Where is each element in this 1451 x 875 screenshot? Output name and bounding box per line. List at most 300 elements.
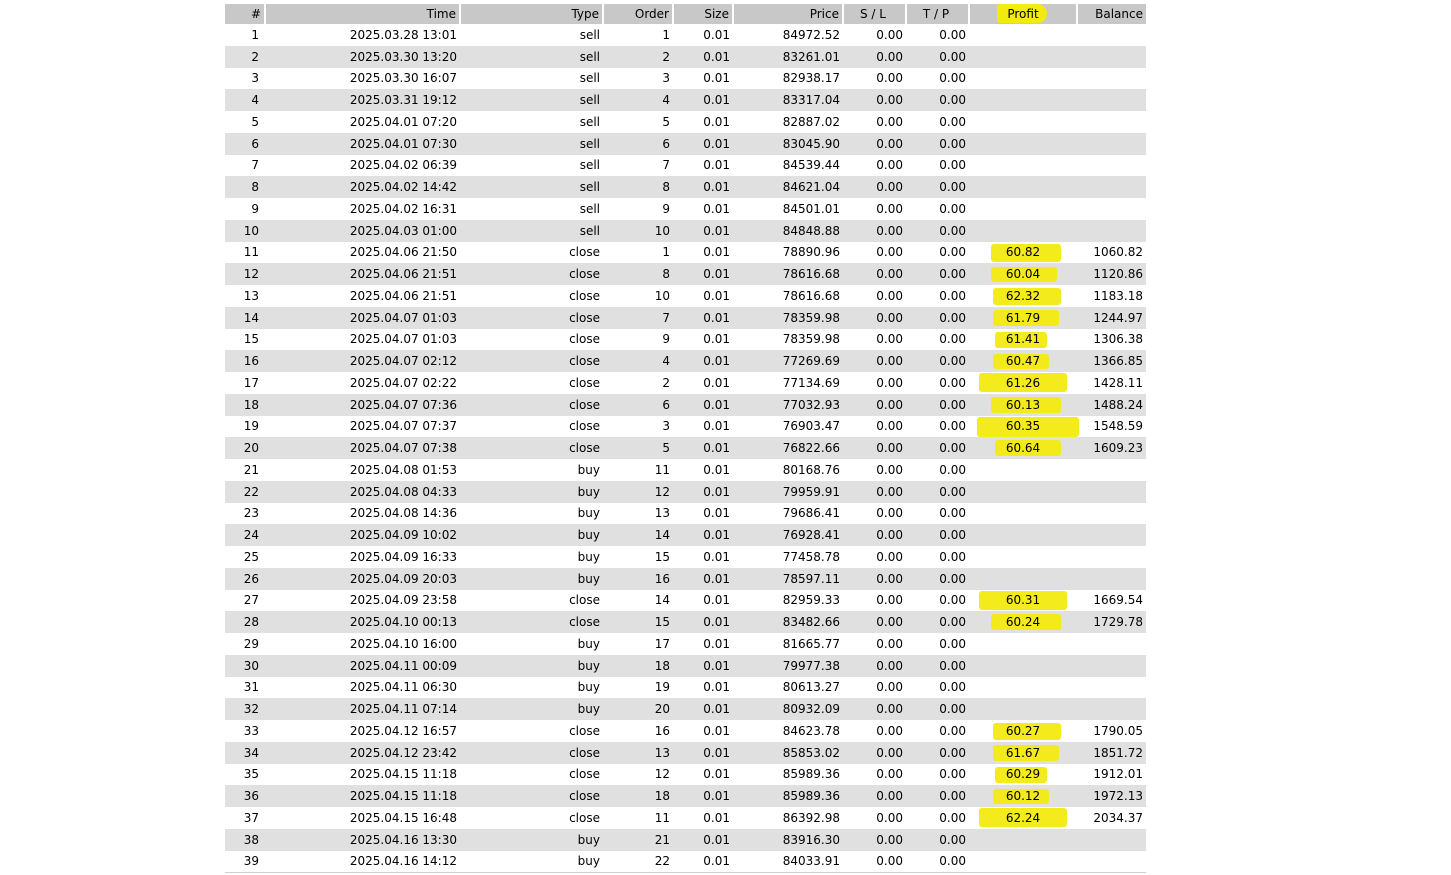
cell-balance <box>1077 568 1146 590</box>
cell-price: 85989.36 <box>782 767 840 782</box>
cell-order: 9 <box>662 201 670 216</box>
cell-profit <box>969 742 1077 764</box>
cell-order: 6 <box>603 133 673 155</box>
cell-type: close <box>569 723 600 738</box>
cell-price: 83261.01 <box>733 46 843 68</box>
cell-order: 5 <box>603 437 673 459</box>
cell-profit <box>969 24 1077 46</box>
cell-profit <box>969 807 1077 829</box>
cell-stop-loss: 0.00 <box>843 481 906 503</box>
table-row[interactable] <box>225 111 1146 133</box>
cell-profit <box>969 394 1077 416</box>
cell-stop-loss: 0.00 <box>843 785 906 807</box>
column-header-time[interactable]: Time <box>265 4 460 24</box>
cell-take-profit: 0.00 <box>939 549 966 564</box>
cell-balance: 1120.86 <box>1077 263 1146 285</box>
cell-price: 78616.68 <box>782 288 840 303</box>
table-row[interactable] <box>225 133 1146 155</box>
cell-stop-loss: 0.00 <box>876 723 903 738</box>
cell-size: 0.01 <box>703 854 730 869</box>
cell-profit-value: 62.32 <box>1005 288 1041 303</box>
cell-size: 0.01 <box>673 611 733 633</box>
cell-stop-loss: 0.00 <box>876 549 903 564</box>
cell-order: 18 <box>603 655 673 677</box>
cell-balance <box>1077 89 1146 111</box>
cell-time: 2025.03.31 19:12 <box>265 89 460 111</box>
cell-type: buy <box>460 481 603 503</box>
cell-time: 2025.04.07 02:12 <box>265 350 460 372</box>
cell-time: 2025.04.09 16:33 <box>349 549 457 564</box>
cell-price: 82887.02 <box>782 114 840 129</box>
cell-balance <box>1077 655 1146 677</box>
table-row[interactable] <box>225 46 1146 68</box>
cell-time: 2025.04.02 06:39 <box>349 158 457 173</box>
cell-price: 77032.93 <box>733 394 843 416</box>
cell-balance <box>1077 24 1146 46</box>
cell-stop-loss: 0.00 <box>843 742 906 764</box>
cell-take-profit: 0.00 <box>906 742 969 764</box>
cell-size: 0.01 <box>673 350 733 372</box>
cell-profit <box>969 546 1077 568</box>
cell-size: 0.01 <box>673 220 733 242</box>
cell-time: 2025.04.02 14:42 <box>265 176 460 198</box>
cell-order: 13 <box>603 742 673 764</box>
cell-take-profit: 0.00 <box>906 307 969 329</box>
table-row[interactable] <box>225 155 1146 177</box>
cell-profit-value: 60.04 <box>1005 267 1041 282</box>
table-row[interactable] <box>225 546 1146 568</box>
cell-balance <box>1077 698 1146 720</box>
cell-stop-loss: 0.00 <box>876 332 903 347</box>
table-row[interactable] <box>225 394 1146 416</box>
cell-profit-value: 61.79 <box>1005 310 1041 325</box>
cell-profit <box>969 655 1077 677</box>
cell-price: 78359.98 <box>733 307 843 329</box>
cell-take-profit: 0.00 <box>906 394 969 416</box>
cell-price: 80168.76 <box>782 462 840 477</box>
cell-type: close <box>569 245 600 260</box>
cell-balance <box>1077 677 1146 699</box>
cell-profit-value: 60.82 <box>1005 245 1041 260</box>
cell-number: 11 <box>243 245 259 260</box>
cell-take-profit: 0.00 <box>906 220 969 242</box>
cell-stop-loss: 0.00 <box>843 611 906 633</box>
cell-type: close <box>460 394 603 416</box>
cell-take-profit: 0.00 <box>939 158 966 173</box>
table-row[interactable] <box>225 677 1146 699</box>
cell-stop-loss: 0.00 <box>876 158 903 173</box>
cell-size: 0.01 <box>703 810 730 825</box>
cell-take-profit: 0.00 <box>906 698 969 720</box>
cell-number: 16 <box>225 350 265 372</box>
cell-number: 20 <box>225 437 265 459</box>
column-header-type[interactable]: Type <box>460 4 603 24</box>
cell-number: 30 <box>225 655 265 677</box>
cell-time: 2025.04.15 11:18 <box>265 785 460 807</box>
table-row[interactable] <box>225 611 1146 633</box>
cell-take-profit: 0.00 <box>906 481 969 503</box>
cell-balance <box>1077 459 1146 481</box>
cell-number: 39 <box>243 854 259 869</box>
cell-time: 2025.04.07 07:38 <box>265 437 460 459</box>
cell-profit-value: 62.24 <box>1005 810 1041 825</box>
cell-price: 79977.38 <box>733 655 843 677</box>
cell-number: 3 <box>251 71 259 86</box>
cell-order: 13 <box>654 506 670 521</box>
cell-balance: 1366.85 <box>1077 350 1146 372</box>
cell-type: buy <box>577 506 600 521</box>
table-row[interactable] <box>225 459 1146 481</box>
cell-number: 12 <box>225 263 265 285</box>
table-row[interactable] <box>225 742 1146 764</box>
cell-size: 0.01 <box>703 767 730 782</box>
cell-stop-loss: 0.00 <box>843 829 906 851</box>
cell-time: 2025.04.11 06:30 <box>349 680 457 695</box>
cell-price: 79959.91 <box>733 481 843 503</box>
cell-type: sell <box>460 220 603 242</box>
cell-balance <box>1077 851 1146 873</box>
cell-balance: 1428.11 <box>1093 375 1143 390</box>
cell-price: 77458.78 <box>782 549 840 564</box>
cell-time: 2025.04.12 23:42 <box>265 742 460 764</box>
cell-stop-loss: 0.00 <box>876 419 903 434</box>
column-header-size[interactable]: Size <box>673 4 733 24</box>
table-row[interactable] <box>225 307 1146 329</box>
cell-profit <box>969 89 1077 111</box>
cell-type: buy <box>460 524 603 546</box>
cell-take-profit: 0.00 <box>939 680 966 695</box>
table-row[interactable] <box>225 416 1146 438</box>
cell-time: 2025.04.09 20:03 <box>265 568 460 590</box>
cell-profit <box>969 698 1077 720</box>
cell-number: 31 <box>243 680 259 695</box>
table-row[interactable] <box>225 89 1146 111</box>
column-header-price[interactable]: Price <box>733 4 843 24</box>
cell-profit <box>969 350 1077 372</box>
cell-type: close <box>569 419 600 434</box>
cell-stop-loss: 0.00 <box>843 394 906 416</box>
cell-order: 8 <box>603 176 673 198</box>
cell-order: 1 <box>662 245 670 260</box>
cell-stop-loss: 0.00 <box>843 89 906 111</box>
cell-type: buy <box>577 549 600 564</box>
table-row[interactable] <box>225 350 1146 372</box>
cell-take-profit: 0.00 <box>939 245 966 260</box>
cell-balance: 1183.18 <box>1093 288 1143 303</box>
table-row[interactable] <box>225 437 1146 459</box>
cell-type: buy <box>460 829 603 851</box>
cell-profit <box>969 851 1077 873</box>
cell-profit <box>969 503 1077 525</box>
table-row[interactable] <box>225 720 1146 742</box>
cell-stop-loss: 0.00 <box>876 854 903 869</box>
cell-stop-loss: 0.00 <box>876 71 903 86</box>
cell-number: 1 <box>251 27 259 42</box>
cell-time: 2025.04.08 01:53 <box>349 462 457 477</box>
table-row[interactable] <box>225 764 1146 786</box>
table-row[interactable] <box>225 524 1146 546</box>
cell-number: 4 <box>225 89 265 111</box>
cell-size: 0.01 <box>673 524 733 546</box>
cell-time: 2025.04.15 11:18 <box>349 767 457 782</box>
cell-profit <box>969 720 1077 742</box>
cell-take-profit: 0.00 <box>906 133 969 155</box>
column-header-number[interactable]: # <box>225 4 265 24</box>
cell-type: buy <box>577 854 600 869</box>
cell-type: buy <box>460 698 603 720</box>
cell-size: 0.01 <box>703 71 730 86</box>
cell-time: 2025.04.16 14:12 <box>349 854 457 869</box>
cell-number: 13 <box>243 288 259 303</box>
cell-balance: 1244.97 <box>1077 307 1146 329</box>
cell-type: buy <box>577 636 600 651</box>
cell-stop-loss: 0.00 <box>843 698 906 720</box>
cell-profit <box>969 263 1077 285</box>
cell-number: 17 <box>243 375 259 390</box>
cell-take-profit: 0.00 <box>906 263 969 285</box>
cell-take-profit: 0.00 <box>939 854 966 869</box>
cell-size: 0.01 <box>673 742 733 764</box>
cell-size: 0.01 <box>703 114 730 129</box>
cell-stop-loss: 0.00 <box>876 462 903 477</box>
cell-time: 2025.04.10 00:13 <box>265 611 460 633</box>
cell-profit <box>969 329 1077 351</box>
cell-price: 84033.91 <box>782 854 840 869</box>
table-row[interactable] <box>225 807 1146 829</box>
cell-profit <box>969 437 1077 459</box>
cell-profit <box>969 590 1077 612</box>
table-row[interactable] <box>225 655 1146 677</box>
cell-profit <box>969 677 1077 699</box>
cell-stop-loss: 0.00 <box>876 593 903 608</box>
cell-number: 8 <box>225 176 265 198</box>
cell-profit <box>969 372 1077 394</box>
cell-profit-value: 60.24 <box>1005 615 1041 630</box>
cell-time: 2025.04.08 14:36 <box>349 506 457 521</box>
table-row[interactable] <box>225 829 1146 851</box>
cell-order: 11 <box>654 810 670 825</box>
cell-price: 76903.47 <box>782 419 840 434</box>
table-row[interactable] <box>225 568 1146 590</box>
cell-price: 83482.66 <box>733 611 843 633</box>
table-row[interactable] <box>225 481 1146 503</box>
table-row[interactable] <box>225 220 1146 242</box>
cell-profit <box>969 611 1077 633</box>
cell-type: close <box>460 350 603 372</box>
cell-time: 2025.04.06 21:51 <box>349 288 457 303</box>
cell-balance <box>1077 198 1146 220</box>
cell-balance <box>1077 155 1146 177</box>
cell-profit <box>969 459 1077 481</box>
cell-order: 18 <box>603 785 673 807</box>
cell-take-profit: 0.00 <box>906 46 969 68</box>
cell-time: 2025.04.01 07:30 <box>265 133 460 155</box>
cell-number: 6 <box>225 133 265 155</box>
cell-stop-loss: 0.00 <box>876 245 903 260</box>
table-row[interactable] <box>225 176 1146 198</box>
cell-size: 0.01 <box>703 462 730 477</box>
cell-order: 4 <box>603 89 673 111</box>
cell-type: buy <box>577 462 600 477</box>
cell-size: 0.01 <box>673 437 733 459</box>
cell-profit-value: 60.12 <box>1005 789 1041 804</box>
cell-size: 0.01 <box>673 307 733 329</box>
cell-size: 0.01 <box>703 549 730 564</box>
cell-number: 10 <box>225 220 265 242</box>
cell-time: 2025.04.07 01:03 <box>349 332 457 347</box>
cell-size: 0.01 <box>703 680 730 695</box>
cell-number: 21 <box>243 462 259 477</box>
cell-size: 0.01 <box>703 332 730 347</box>
table-row[interactable] <box>225 285 1146 307</box>
table-row[interactable] <box>225 263 1146 285</box>
cell-price: 79686.41 <box>782 506 840 521</box>
cell-order: 16 <box>654 723 670 738</box>
cell-stop-loss: 0.00 <box>876 680 903 695</box>
cell-balance: 1060.82 <box>1093 245 1143 260</box>
cell-time: 2025.04.16 13:30 <box>265 829 460 851</box>
cell-order: 9 <box>662 332 670 347</box>
cell-type: close <box>569 593 600 608</box>
cell-take-profit: 0.00 <box>906 611 969 633</box>
cell-size: 0.01 <box>703 158 730 173</box>
column-header-take-profit[interactable]: T / P <box>906 4 969 24</box>
cell-profit <box>969 524 1077 546</box>
cell-type: close <box>569 767 600 782</box>
cell-order: 15 <box>654 549 670 564</box>
cell-profit <box>969 46 1077 68</box>
cell-price: 84539.44 <box>782 158 840 173</box>
cell-stop-loss: 0.00 <box>843 350 906 372</box>
cell-stop-loss: 0.00 <box>843 437 906 459</box>
cell-order: 6 <box>603 394 673 416</box>
table-row[interactable] <box>225 329 1146 351</box>
cell-time: 2025.03.30 16:07 <box>349 71 457 86</box>
table-row[interactable] <box>225 633 1146 655</box>
cell-type: buy <box>460 568 603 590</box>
cell-number: 9 <box>251 201 259 216</box>
cell-price: 78616.68 <box>733 263 843 285</box>
table-row[interactable] <box>225 372 1146 394</box>
cell-profit <box>969 68 1077 90</box>
cell-order: 19 <box>654 680 670 695</box>
cell-size: 0.01 <box>703 419 730 434</box>
cell-size: 0.01 <box>673 568 733 590</box>
cell-take-profit: 0.00 <box>906 437 969 459</box>
cell-price: 76822.66 <box>733 437 843 459</box>
cell-price: 80932.09 <box>733 698 843 720</box>
cell-number: 22 <box>225 481 265 503</box>
cell-stop-loss: 0.00 <box>876 375 903 390</box>
cell-size: 0.01 <box>673 89 733 111</box>
cell-profit <box>969 416 1077 438</box>
cell-type: close <box>460 611 603 633</box>
column-header-balance[interactable]: Balance <box>1077 4 1146 24</box>
cell-balance <box>1077 546 1146 568</box>
cell-price: 81665.77 <box>782 636 840 651</box>
cell-size: 0.01 <box>673 829 733 851</box>
cell-profit-value: 61.26 <box>1005 375 1041 390</box>
cell-type: sell <box>579 27 600 42</box>
cell-type: buy <box>460 655 603 677</box>
table-header-row <box>225 4 1146 24</box>
cell-number: 38 <box>225 829 265 851</box>
table-row[interactable] <box>225 785 1146 807</box>
table-row[interactable] <box>225 24 1146 46</box>
cell-balance: 1972.13 <box>1077 785 1146 807</box>
cell-type: close <box>460 307 603 329</box>
table-row[interactable] <box>225 590 1146 612</box>
cell-order: 16 <box>603 568 673 590</box>
cell-profit <box>969 155 1077 177</box>
cell-take-profit: 0.00 <box>906 785 969 807</box>
cell-type: buy <box>577 680 600 695</box>
cell-time: 2025.04.02 16:31 <box>349 201 457 216</box>
cell-number: 2 <box>225 46 265 68</box>
table-row[interactable] <box>225 242 1146 264</box>
cell-size: 0.01 <box>673 133 733 155</box>
cell-number: 28 <box>225 611 265 633</box>
cell-price: 82959.33 <box>782 593 840 608</box>
table-row[interactable] <box>225 503 1146 525</box>
cell-time: 2025.04.07 01:03 <box>265 307 460 329</box>
cell-balance: 1729.78 <box>1077 611 1146 633</box>
cell-balance <box>1077 111 1146 133</box>
cell-take-profit: 0.00 <box>906 568 969 590</box>
table-row[interactable] <box>225 68 1146 90</box>
cell-take-profit: 0.00 <box>939 375 966 390</box>
table-row[interactable] <box>225 198 1146 220</box>
cell-stop-loss: 0.00 <box>843 524 906 546</box>
cell-stop-loss: 0.00 <box>876 636 903 651</box>
column-header-profit[interactable]: Profit <box>969 4 1077 24</box>
cell-price: 82938.17 <box>782 71 840 86</box>
cell-time: 2025.04.11 00:09 <box>265 655 460 677</box>
cell-time: 2025.04.10 16:00 <box>349 636 457 651</box>
cell-type: sell <box>579 71 600 86</box>
table-row[interactable] <box>225 851 1146 873</box>
cell-size: 0.01 <box>703 375 730 390</box>
column-header-order[interactable]: Order <box>603 4 673 24</box>
cell-take-profit: 0.00 <box>906 829 969 851</box>
column-header-stop-loss[interactable]: S / L <box>843 4 906 24</box>
cell-size: 0.01 <box>703 288 730 303</box>
cell-stop-loss: 0.00 <box>843 176 906 198</box>
cell-balance <box>1077 220 1146 242</box>
cell-price: 80613.27 <box>782 680 840 695</box>
cell-profit-value: 61.67 <box>1005 745 1041 760</box>
cell-type: close <box>460 437 603 459</box>
cell-profit <box>969 220 1077 242</box>
cell-size: 0.01 <box>703 27 730 42</box>
cell-time: 2025.04.01 07:20 <box>349 114 457 129</box>
cell-order: 2 <box>662 375 670 390</box>
cell-price: 85853.02 <box>733 742 843 764</box>
cell-number: 25 <box>243 549 259 564</box>
cell-time: 2025.04.12 16:57 <box>349 723 457 738</box>
cell-time: 2025.04.11 07:14 <box>265 698 460 720</box>
cell-order: 15 <box>603 611 673 633</box>
cell-take-profit: 0.00 <box>906 524 969 546</box>
cell-balance: 1488.24 <box>1077 394 1146 416</box>
cell-type: sell <box>579 158 600 173</box>
cell-order: 3 <box>662 71 670 86</box>
cell-balance: 2034.37 <box>1093 810 1143 825</box>
cell-type: sell <box>460 46 603 68</box>
cell-order: 8 <box>603 263 673 285</box>
cell-order: 20 <box>603 698 673 720</box>
table-row[interactable] <box>225 698 1146 720</box>
